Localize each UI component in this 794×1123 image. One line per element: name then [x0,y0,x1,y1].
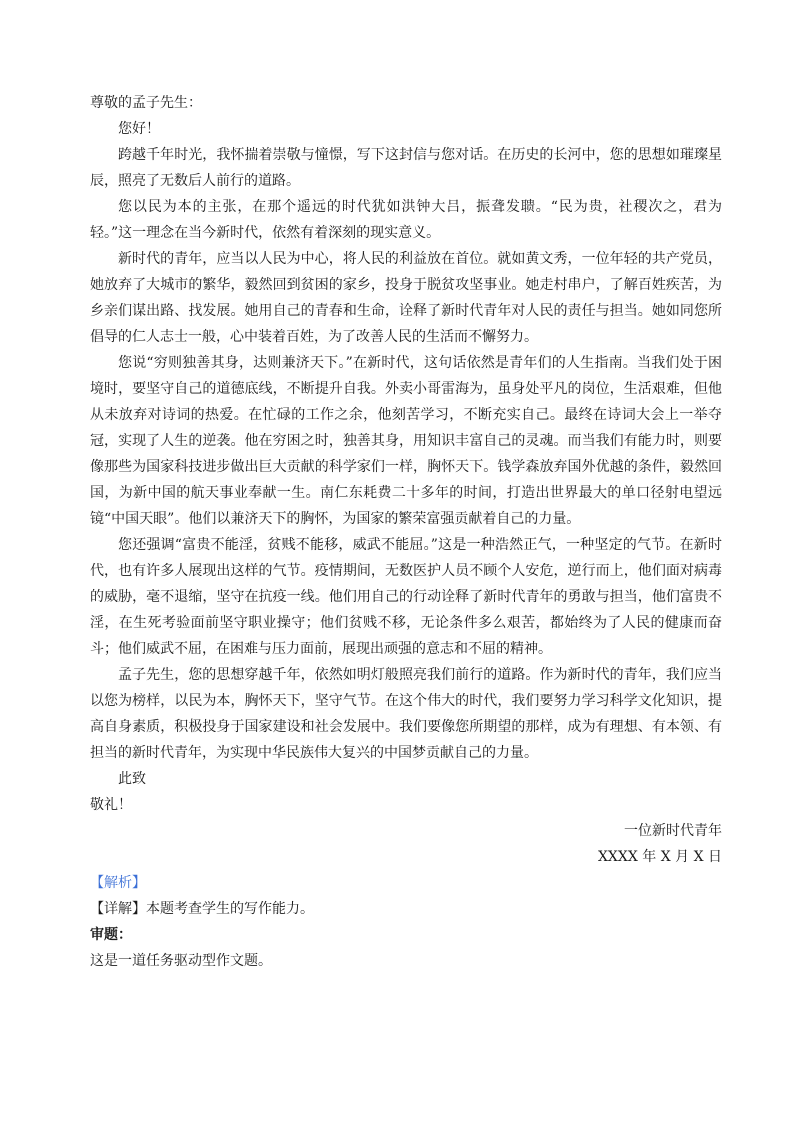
analysis-heading [90,870,722,896]
detail-text: 本题考查学生的写作能力。 [146,901,314,917]
letter-paragraph-5: 您还强调“富贵不能淫，贫贱不能移，威武不能屈。”这是一种浩然正气，一种坚定的气节。在新时代，也有许多人展现出这样的气节。疫情期间，无数医护人员不顾个人安危，逆行而上，他们面对病毒的威胁，毫不退缩，坚守在抗疫一线。他们用自己的行动诠释了新时代青年的勇敢与担当，他们富贵不淫，在生死考验面前坚守职业操守；他们贫贱不移，无论条件多么艰苦，都始终为了人民的健康而奋斗；他们威武不屈，在困难与压力面前，展现出顽强的意志和不屈的精神。 [90,537,722,657]
greeting: 您好！ [118,121,160,137]
review-label: 审题： [90,927,132,943]
letter-paragraph-1: 跨越千年时光，我怀揣着崇敬与憧憬，写下这封信与您对话。在历史的长河中，您的思想如璀璨星辰，照亮了无数后人前行的道路。 [90,147,722,189]
document-page [90,90,722,974]
closing-line-1: 此致 [118,771,146,787]
date: XXXX 年 X 月 X 日 [597,849,722,865]
letter-paragraph-3: 新时代的青年，应当以人民为中心，将人民的利益放在首位。就如黄文秀，一位年轻的共产党员，她放弃了大城市的繁华，毅然回到贫困的家乡，投身于脱贫攻坚事业。她走村串户，了解百姓疾苦，为乡亲们谋出路、找发展。她用自己的青春和生命，诠释了新时代青年对人民的责任与担当。她如同您所倡导的仁人志士一般，心中装着百姓，为了改善人民的生活而不懈努力。 [90,251,722,345]
signature: 一位新时代青年 [624,823,722,839]
closing-line-2: 敬礼！ [90,797,132,813]
analysis-tag: 【解析】 [90,875,146,891]
detail-line [90,896,722,922]
letter-paragraph-4: 您说“穷则独善其身，达则兼济天下。”在新时代，这句话依然是青年们的人生指南。当我们处于困境时，要坚守自己的道德底线，不断提升自我。外卖小哥雷海为，虽身处平凡的岗位，生活艰难，但他从未放弃对诗词的热爱。在忙碌的工作之余，他刻苦学习，不断充实自己。最终在诗词大会上一举夺冠，实现了人生的逆袭。他在穷困之时，独善其身，用知识丰富自己的灵魂。而当我们有能力时，则要像那些为国家科技进步做出巨大贡献的科学家们一样，胸怀天下。钱学森放弃国外优越的条件，毅然回国，为新中国的航天事业奉献一生。南仁东耗费二十多年的时间，打造出世界最大的单口径射电望远镜“中国天眼”。他们以兼济天下的胸怀，为国家的繁荣富强贡献着自己的力量。 [90,355,722,527]
letter-paragraph-2: 您以民为本的主张，在那个遥远的时代犹如洪钟大吕，振聋发聩。“民为贵，社稷次之，君为轻。”这一理念在当今新时代，依然有着深刻的现实意义。 [90,199,722,241]
detail-tag: 【详解】 [90,901,146,917]
letter-paragraph-6: 孟子先生，您的思想穿越千年，依然如明灯般照亮我们前行的道路。作为新时代的青年，我们应当以您为榜样，以民为本，胸怀天下，坚守气节。在这个伟大的时代，我们要努力学习科学文化知识，提高自身素质，积极投身于国家建设和社会发展中。我们要像您所期望的那样，成为有理想、有本领、有担当的新时代青年，为实现中华民族伟大复兴的中国梦贡献自己的力量。 [90,667,722,761]
salutation: 尊敬的孟子先生： [90,95,202,111]
review-text: 这是一道任务驱动型作文题。 [90,953,272,969]
